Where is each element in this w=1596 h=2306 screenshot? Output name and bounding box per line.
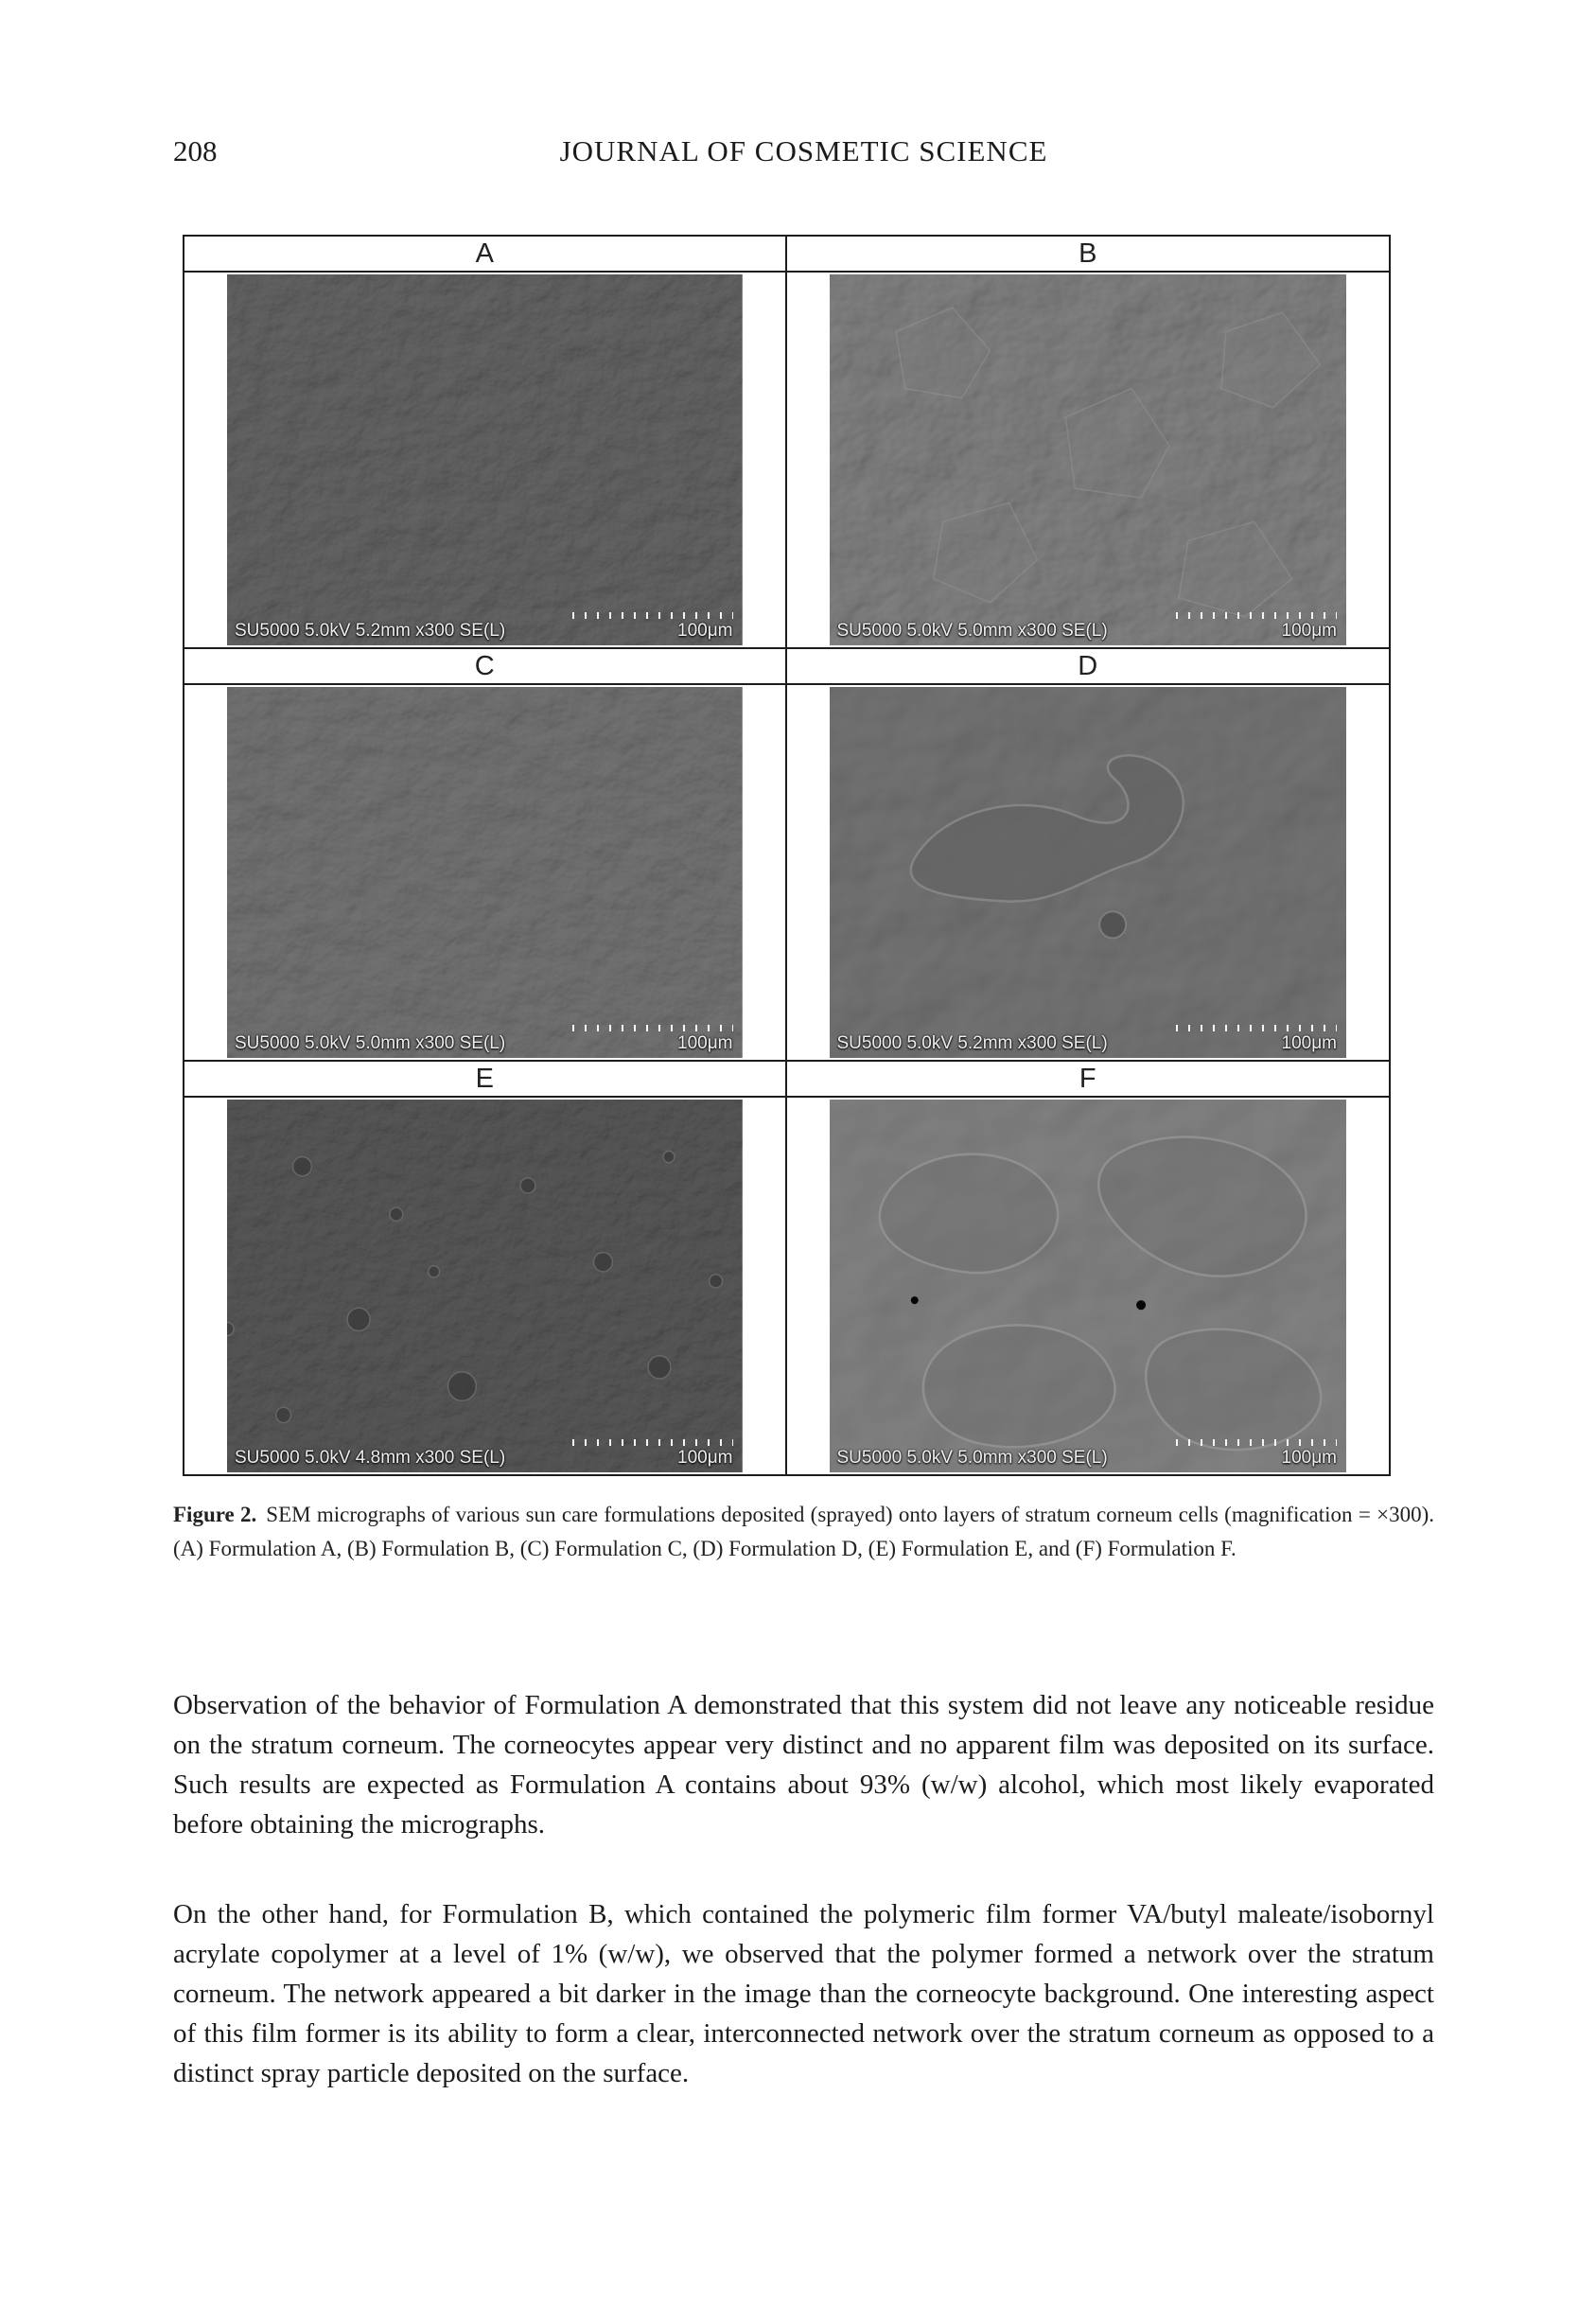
sem-annotation: SU5000 5.0kV 5.2mm x300 SE(L): [235, 621, 506, 641]
scale-ticks: [1176, 1025, 1337, 1031]
scale-label: 100μm: [1281, 1033, 1337, 1053]
scale-label: 100μm: [1281, 621, 1337, 641]
scale-label: 100μm: [677, 1448, 733, 1468]
scale-ticks: [1176, 612, 1337, 619]
scale-bar: [572, 1025, 733, 1054]
panel-label-b: [787, 237, 1390, 273]
scale-label: 100μm: [1281, 1448, 1337, 1468]
sem-texture-d: [830, 687, 1347, 1058]
scale-ticks: [572, 1025, 733, 1031]
panel-letter: D: [1078, 650, 1098, 681]
sem-annotation: SU5000 5.0kV 5.2mm x300 SE(L): [836, 1033, 1108, 1053]
panel-cell-b: [787, 273, 1390, 649]
panel-label-d: [787, 649, 1390, 685]
micrograph-d: [830, 687, 1347, 1058]
sem-texture-e: [227, 1100, 743, 1472]
scale-ticks: [572, 1439, 733, 1446]
scale-bar: [1176, 1025, 1337, 1054]
micrograph-e: [227, 1100, 743, 1472]
scale-ticks: [1176, 1439, 1337, 1446]
figure-grid: [184, 237, 1389, 1474]
panel-label-e: [184, 1062, 787, 1098]
scale-bar: [572, 612, 733, 642]
panel-label-c: [184, 649, 787, 685]
panel-letter: B: [1079, 238, 1097, 269]
sem-annotation: SU5000 5.0kV 4.8mm x300 SE(L): [235, 1448, 506, 1468]
panel-cell-c: [184, 685, 787, 1062]
sem-annotation: SU5000 5.0kV 5.0mm x300 SE(L): [836, 1448, 1108, 1468]
panel-label-a: [184, 237, 787, 273]
panel-cell-f: [787, 1098, 1390, 1474]
panel-cell-a: [184, 273, 787, 649]
panel-letter: C: [474, 650, 495, 681]
figure-caption: [173, 1498, 1434, 1565]
scale-bar: [1176, 612, 1337, 642]
scale-label: 100μm: [677, 1033, 733, 1053]
panel-label-f: [787, 1062, 1390, 1098]
figure-2: [183, 235, 1391, 1476]
panel-letter: A: [475, 238, 494, 269]
scale-label: 100μm: [677, 621, 733, 641]
scale-bar: [1176, 1439, 1337, 1469]
sem-annotation: SU5000 5.0kV 5.0mm x300 SE(L): [235, 1033, 506, 1053]
micrograph-f: [830, 1100, 1347, 1472]
panel-letter: E: [475, 1063, 494, 1094]
sem-annotation: SU5000 5.0kV 5.0mm x300 SE(L): [836, 621, 1108, 641]
page-number: 208: [173, 134, 218, 167]
figure-caption-text: SEM micrographs of various sun care formulations deposited (sprayed) onto layers of stratum corneum cells (magnification = ×300). (A) Formulation A, (B) Formulation B, (C) Formulation C, (D) Formulation D, (E) Formulation E, and (F) Formulation F.: [173, 1503, 1434, 1560]
sem-texture-b: [830, 274, 1347, 645]
scale-bar: [572, 1439, 733, 1469]
panel-cell-e: [184, 1098, 787, 1474]
micrograph-c: [227, 687, 743, 1058]
paragraph-formulation-a: Observation of the behavior of Formulation A demonstrated that this system did not leave any noticeable residue on the stratum corneum. The corneocytes appear very distinct and no apparent film was deposited on its surface. Such results are expected as Formulation A contains about 93% (w/w) alcohol, which most likely evaporated before obtaining the micrographs.: [173, 1690, 1434, 1840]
panel-letter: F: [1079, 1063, 1096, 1094]
micrograph-a: [227, 274, 743, 645]
journal-title: JOURNAL OF COSMETIC SCIENCE: [559, 134, 1048, 167]
micrograph-b: [830, 274, 1347, 645]
sem-texture-f: [830, 1100, 1347, 1472]
figure-caption-label: Figure 2.: [173, 1503, 257, 1526]
sem-texture-a: [227, 274, 743, 645]
running-head: [173, 134, 1434, 172]
paragraph-formulation-b: On the other hand, for Formulation B, which contained the polymeric film former VA/butyl maleate/isobornyl acrylate copolymer at a level of 1% (w/w), we observed that the polymer formed a network over the stratum corneum. The network appeared a bit darker in the image than the corneocyte background. One interesting aspect of this film former is its ability to form a clear, interconnected network over the stratum corneum as opposed to a distinct spray particle deposited on the surface.: [173, 1899, 1434, 2088]
scale-ticks: [572, 612, 733, 619]
panel-cell-d: [787, 685, 1390, 1062]
sem-texture-c: [227, 687, 743, 1058]
